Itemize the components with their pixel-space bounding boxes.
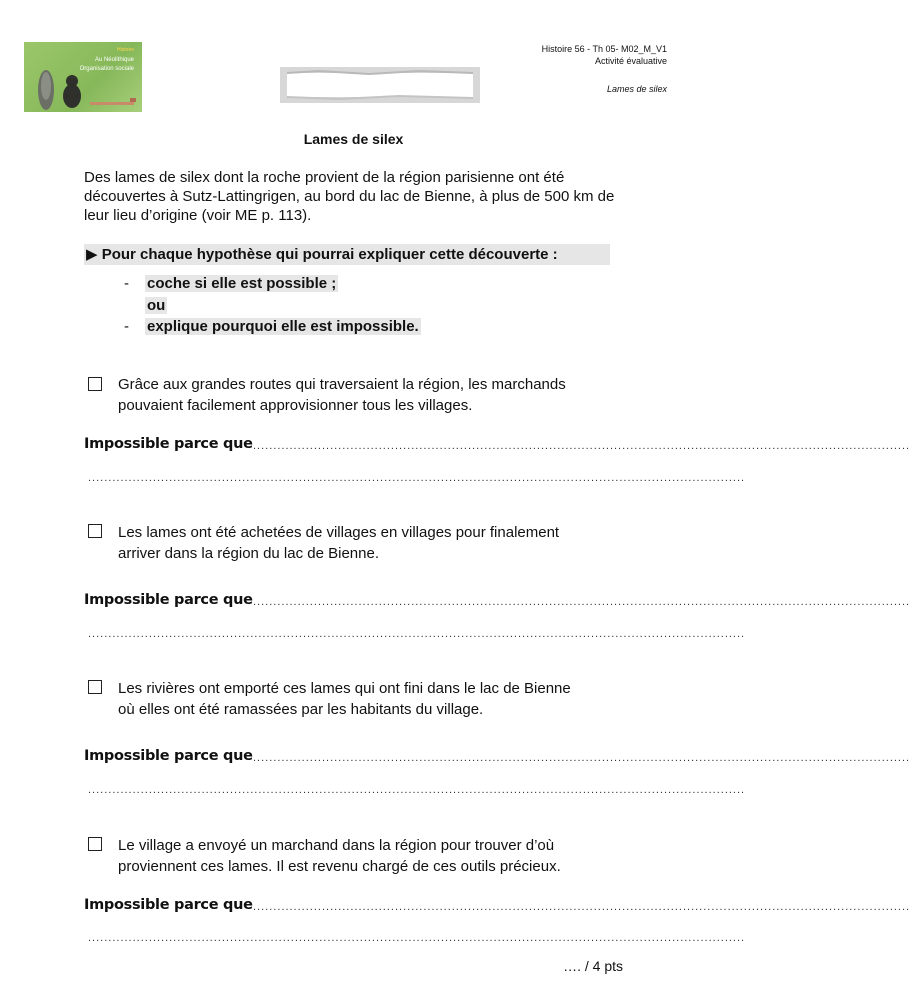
hypothesis-1-label: Impossible parce que (84, 436, 253, 452)
hypothesis-4-checkbox[interactable] (88, 837, 102, 851)
logo-top-text: Histoire (117, 47, 134, 53)
hypothesis-1-checkbox[interactable] (88, 377, 102, 391)
instruction-line (84, 244, 610, 265)
hypothesis-4-answer-line-1[interactable]: .................................................................................................................................................................. (253, 901, 910, 913)
document-subject: Lames de silex (606, 84, 667, 94)
document-reference: Histoire 56 - Th 05- M02_M_V1 (541, 44, 667, 54)
hypothesis-3-answer-line-1[interactable]: .................................................................................................................................................................. (253, 752, 910, 764)
logo-line-1: Au Néolithique (94, 57, 134, 63)
document-type: Activité évaluative (594, 56, 667, 66)
hypothesis-2-label: Impossible parce que (84, 592, 253, 608)
logo-line-2: Organisation sociale (79, 66, 134, 72)
name-stamp-box[interactable] (279, 66, 481, 104)
arrow-icon: ▶ (86, 246, 98, 263)
hypothesis-1-text: Grâce aux grandes routes qui traversaient la région, les marchands pouvaient facilement approvisionner tous les villages. (118, 376, 566, 414)
hypothesis-3-checkbox[interactable] (88, 680, 102, 694)
hypothesis-1-answer-line-2[interactable]: .................................................................................................................................................................. (88, 472, 746, 484)
hypothesis-3-text: Les rivières ont emporté ces lames qui ont fini dans le lac de Bienne où elles ont été ramassées par les habitants du village. (118, 680, 571, 718)
hypothesis-2-answer-line-1[interactable]: .................................................................................................................................................................. (253, 596, 910, 608)
hypothesis-1-answer-line-1[interactable]: .................................................................................................................................................................. (253, 440, 910, 452)
hypothesis-2-checkbox[interactable] (88, 524, 102, 538)
instruction-item-2: explique pourquoi elle est impossible. (147, 318, 419, 335)
hypothesis-4-text: Le village a envoyé un marchand dans la région pour trouver d’où proviennent ces lames. Il est revenu chargé de ces outils précieux. (118, 837, 561, 875)
bullet-dash: - (124, 275, 129, 292)
instruction-item-1: coche si elle est possible ; (147, 275, 337, 292)
hypothesis-2-answer-line-2[interactable]: .................................................................................................................................................................. (88, 628, 746, 640)
intro-paragraph: Des lames de silex dont la roche provient de la région parisienne ont été découvertes à Sutz-Lattingrigen, au bord du lac de Bienne, à plus de 500 km de leur lieu d’origine (voir ME p. 113). (84, 169, 615, 224)
page-title: Lames de silex (303, 131, 404, 147)
hypothesis-4-answer-line-2[interactable]: .................................................................................................................................................................. (88, 932, 746, 944)
hypothesis-4-label: Impossible parce que (84, 897, 253, 913)
course-logo (24, 42, 142, 112)
bullet-dash: - (124, 318, 129, 335)
instruction-or: ou (147, 297, 166, 314)
instruction-text: Pour chaque hypothèse qui pourrai expliquer cette découverte : (101, 246, 558, 263)
hypothesis-3-label: Impossible parce que (84, 748, 253, 764)
hypothesis-2-text: Les lames ont été achetées de villages en villages pour finalement arriver dans la région du lac de Bienne. (118, 524, 560, 562)
hypothesis-3-answer-line-2[interactable]: .................................................................................................................................................................. (88, 784, 746, 796)
score-field: …. / 4 pts (563, 958, 623, 974)
